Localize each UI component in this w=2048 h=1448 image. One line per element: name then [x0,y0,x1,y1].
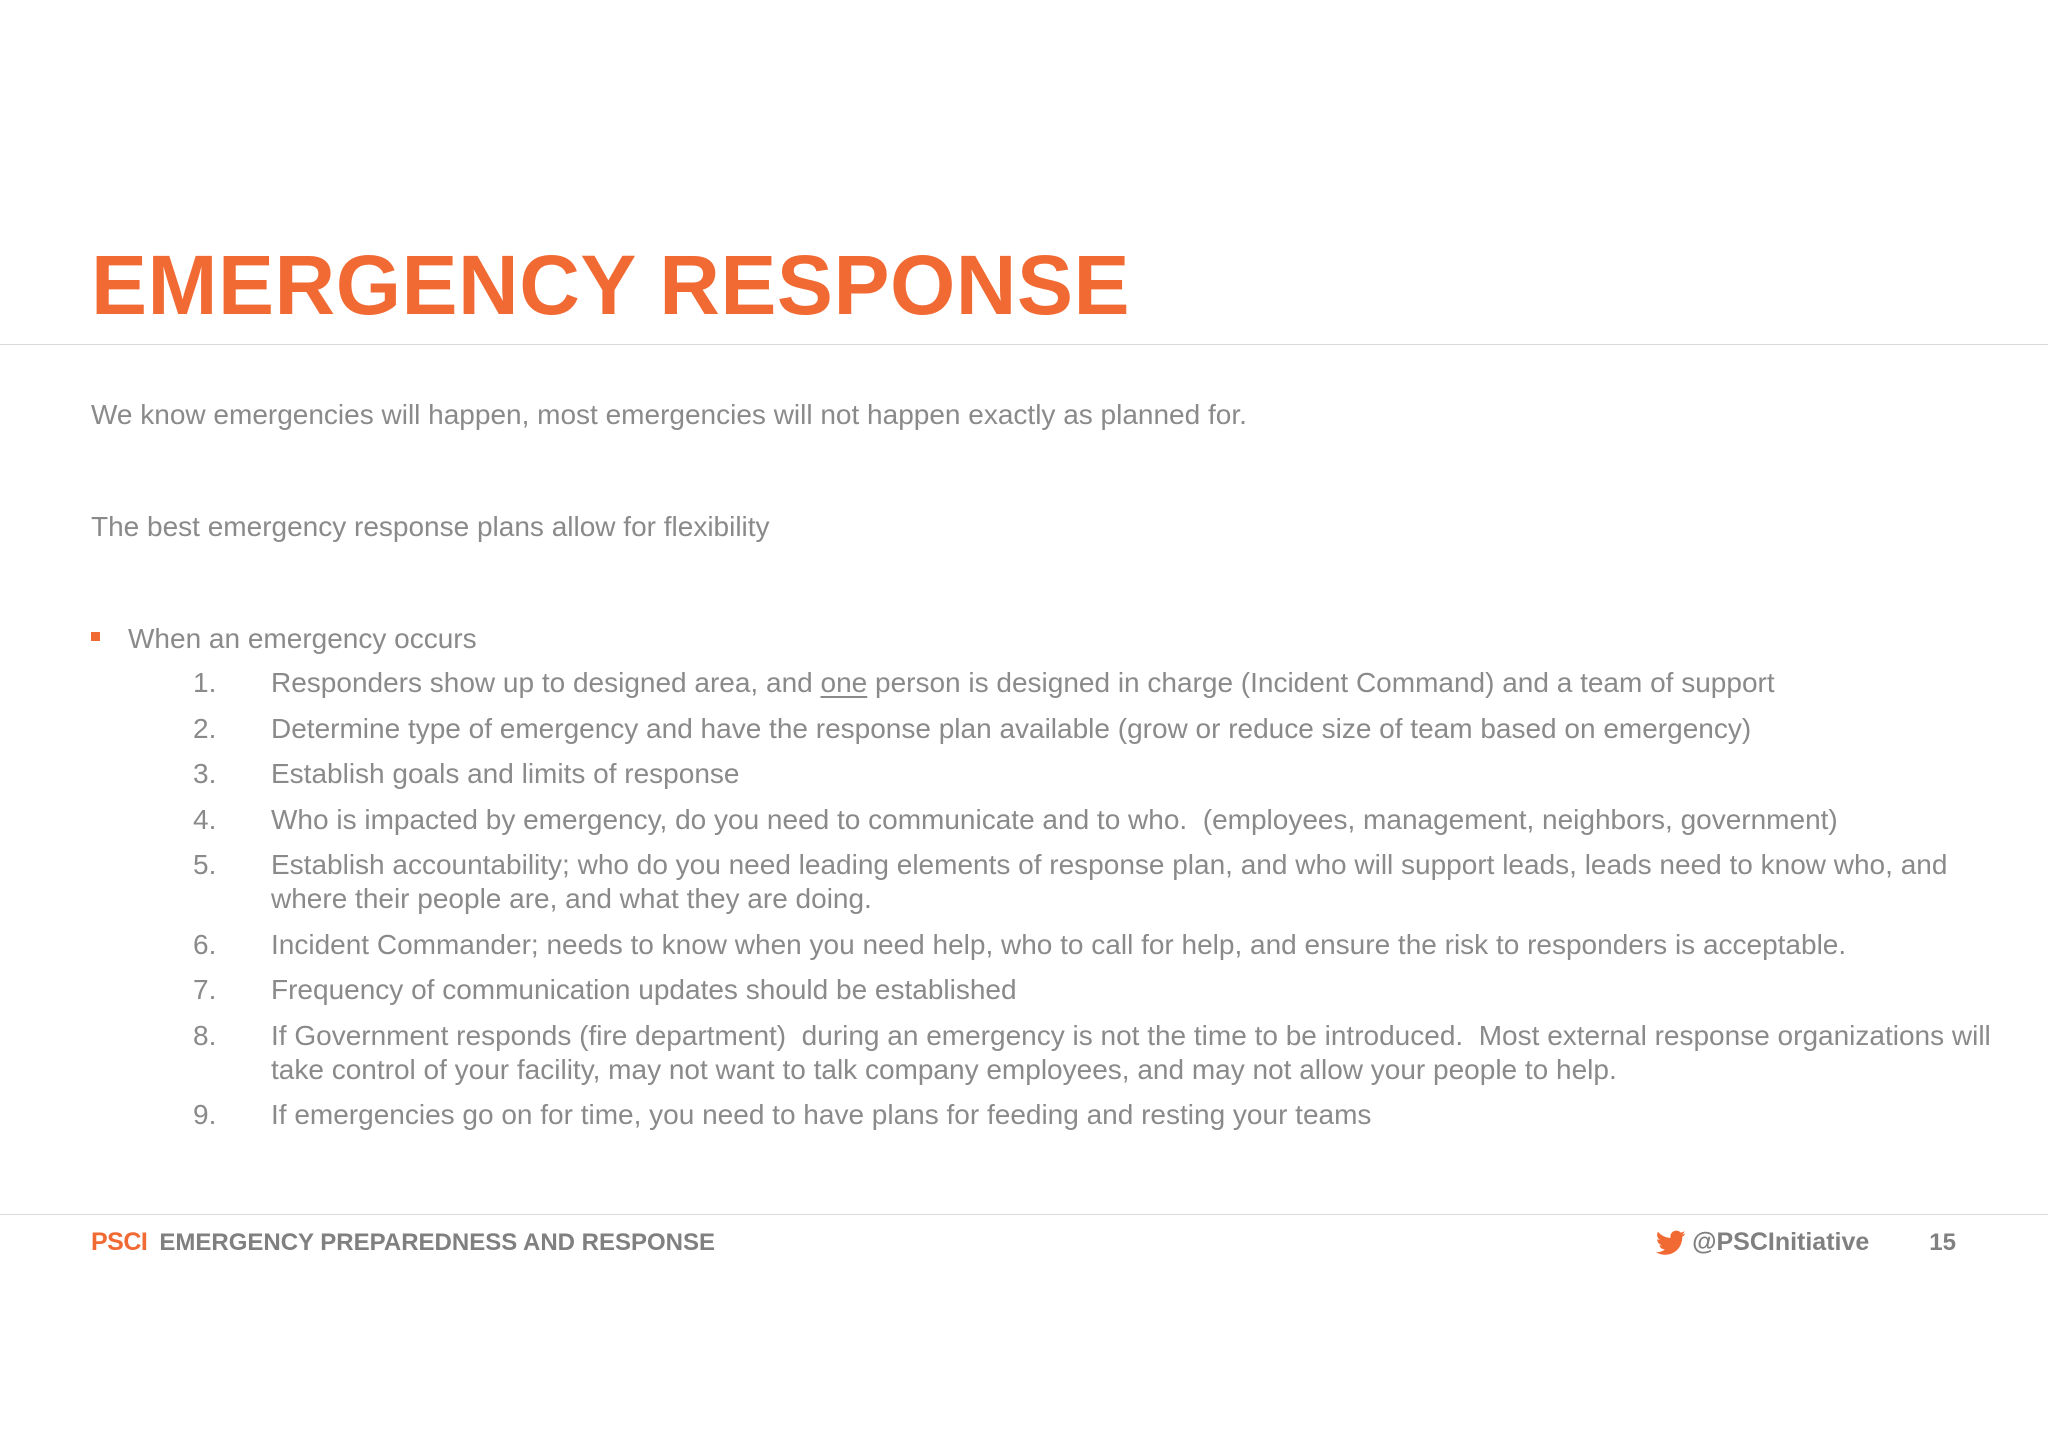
step-text: Frequency of communication updates should be established [271,974,1017,1005]
footer-divider [0,1214,2048,1215]
step-text: Establish accountability; who do you need leading elements of response plan, and who will support leads, leads need to know who, and where their people are, and what they are doing. [271,849,1956,914]
step-text: If Government responds (fire department) during an emergency is not the time to be introduced. Most external response organizations will take control of your facility, may not want to talk company employees, and may not allow your people to help. [271,1019,1999,1085]
twitter-handle: @PSCInitiative [1692,1228,1870,1256]
list-item [192,666,1992,700]
step-text: Who is impacted by emergency, do you need to communicate and to who. (employees, management, neighbors, government) [271,803,1838,835]
list-item [192,803,1992,837]
footer-branding [91,1228,715,1257]
step-number: 8. [193,1019,217,1051]
footer-title: EMERGENCY PREPAREDNESS AND RESPONSE [159,1228,716,1256]
step-text: Determine type of emergency and have the response plan available (grow or reduce size of team based on emergency) [271,712,1752,744]
page-number: 15 [1929,1228,1956,1256]
psci-logo: PSCI [91,1228,148,1256]
list-item [192,848,1992,916]
list-item [192,1098,1992,1132]
step-text: Responders show up to designed area, and one person is designed in charge (Incident Command) and a team of support [271,667,1775,698]
step-number: 3. [193,758,217,789]
step-number: 7. [193,974,217,1005]
footer-social [1656,1228,1956,1257]
title-divider [0,344,2048,345]
step-number: 1. [193,667,217,698]
intro-paragraph: We know emergencies will happen, most emergencies will not happen exactly as planned for. [91,399,1247,430]
list-item [192,1019,1999,1087]
step-number: 9. [193,1099,217,1130]
flexibility-paragraph: The best emergency response plans allow for flexibility [91,511,770,542]
slide-title: EMERGENCY RESPONSE [91,238,1131,332]
list-item [192,928,1992,962]
step-number: 4. [193,803,217,835]
list-item [192,757,1992,791]
emphasis-underline: one [820,667,868,698]
step-text: Establish goals and limits of response [271,758,740,789]
step-number: 2. [193,712,217,744]
step-number: 5. [193,849,217,880]
list-item [192,712,1992,746]
square-bullet-icon [91,632,100,641]
step-text: If emergencies go on for time, you need to have plans for feeding and resting your teams [271,1099,1372,1130]
twitter-bird-icon [1656,1230,1686,1256]
bullet-item [91,621,477,657]
list-item [192,973,1992,1007]
step-text: Incident Commander; needs to know when you need help, who to call for help, and ensure the risk to responders is acceptable. [271,928,1847,960]
response-steps-list [192,666,1999,1144]
step-number: 6. [193,928,217,960]
bullet-text: When an emergency occurs [128,623,477,654]
